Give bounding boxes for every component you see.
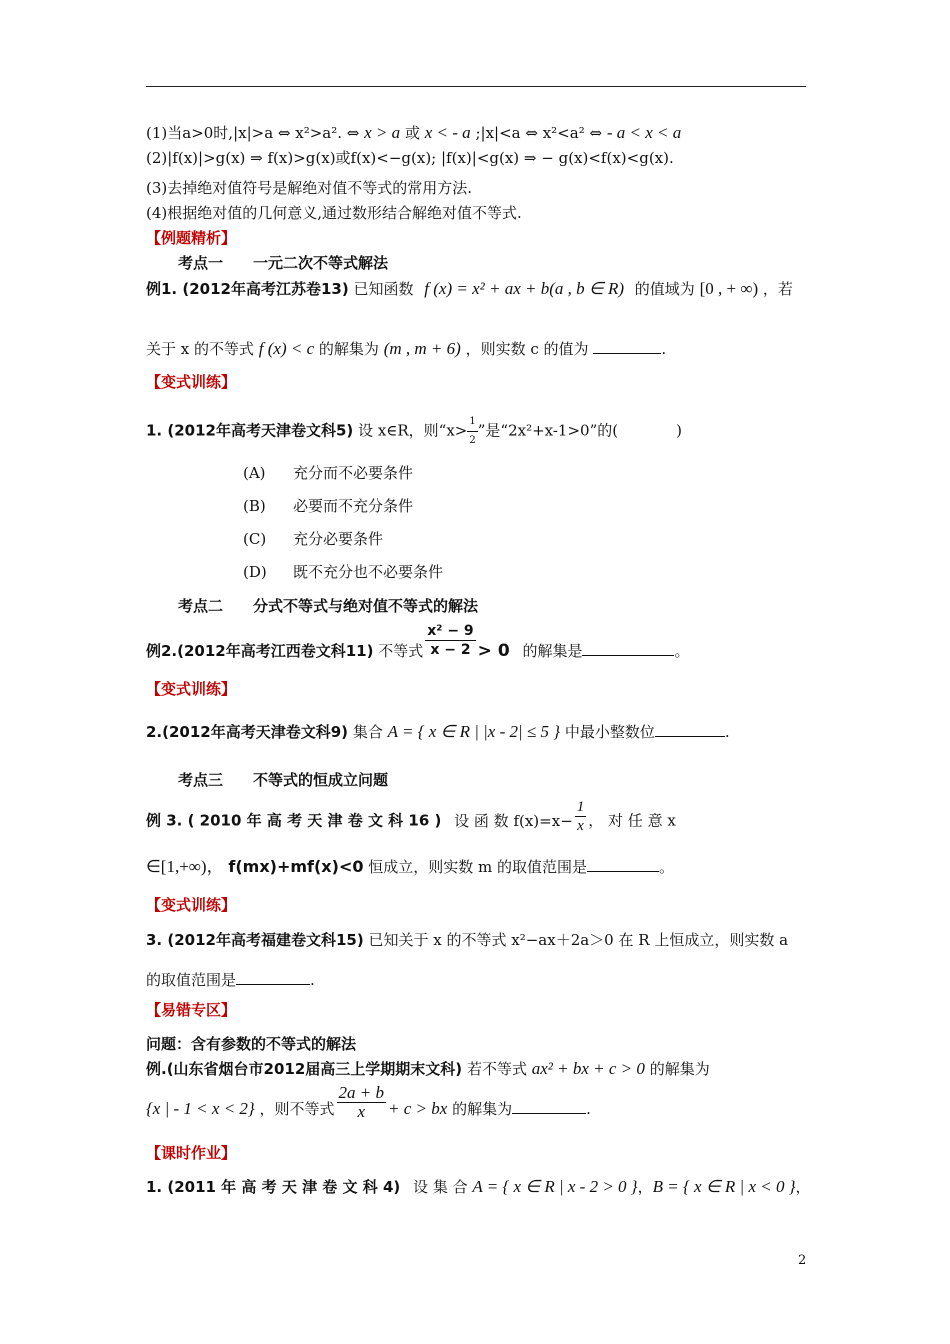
example-1-answer-blank[interactable] <box>593 338 661 354</box>
example-2-frac-num: x² − 9 <box>427 622 474 639</box>
example-1-text: 已知函数 <box>353 280 414 298</box>
homework-1-line <box>146 1177 811 1197</box>
example-3-answer-blank[interactable] <box>587 856 659 872</box>
error-example-fraction <box>337 1084 386 1121</box>
example-3-head: 例 3. ( 2010 年 高 考 天 津 卷 文 科 16 ) <box>146 811 442 830</box>
example-1-head: 例1. (2012年高考江苏卷13) <box>146 280 349 298</box>
property-line-3: (3)去掉绝对值符号是解绝对值不等式的常用方法. <box>146 179 473 197</box>
question-2-text-2: 中最小整数位 <box>564 723 655 741</box>
example-1-end: . <box>661 340 667 358</box>
question-2-text: 集合 <box>352 723 383 741</box>
question-2-set-formula: A = { x ∈ R | |x - 2| ≤ 5 } <box>387 722 561 741</box>
point-2-title: 分式不等式与绝对值不等式的解法 <box>253 597 479 615</box>
error-example-frac-den: x <box>357 1101 366 1121</box>
error-example-answer-blank[interactable] <box>512 1098 586 1114</box>
option-label: (D) <box>243 563 267 581</box>
error-example-set: {x | - 1 < x < 2} <box>146 1099 255 1118</box>
example-2-answer-blank[interactable] <box>582 640 674 656</box>
question-2-head: 2.(2012年高考天津卷文科9) <box>146 723 349 741</box>
example-2-text-2: 的解集是 <box>522 642 583 660</box>
question-1-line <box>146 413 682 450</box>
homework-1-separator: ， <box>637 1178 653 1196</box>
example-1-line-1 <box>146 279 793 299</box>
example-3-line-1 <box>146 799 676 835</box>
example-3-line2-text: 恒成立，则实数 m 的取值范围是 <box>368 858 588 876</box>
question-1-option-c[interactable] <box>243 529 383 549</box>
homework-1-head: 1. (2011 年 高 考 天 津 卷 文 科 4) <box>146 1178 401 1196</box>
point-1-label: 考点一 <box>178 254 224 272</box>
error-example-formula: ax² + bx + c > 0 <box>531 1059 645 1078</box>
example-3-text: 设 函 数 f(x)=x− <box>454 811 573 830</box>
example-1-range: [0 , + ∞) <box>699 279 759 298</box>
example-3-domain: ∈[1,+∞)， <box>146 857 224 876</box>
error-example-line-1 <box>146 1059 710 1079</box>
question-3-text: 已知关于 x 的不等式 x²−ax＋2a＞0 在 R 上恒成立，则实数 a <box>368 931 789 949</box>
question-1-close-paren: ) <box>676 421 682 440</box>
question-1-head: 1. (2012年高考天津卷文科5) <box>146 421 354 440</box>
error-example-text: 若不等式 <box>466 1060 527 1078</box>
option-text: 充分必要条件 <box>293 530 384 548</box>
example-3-frac-den: x <box>577 818 584 834</box>
point-1-title: 一元二次不等式解法 <box>253 254 389 272</box>
option-text: 必要而不充分条件 <box>293 497 414 515</box>
question-1-frac-den: 2 <box>469 435 476 446</box>
homework-1-set-b: B = { x ∈ R | x < 0 } <box>652 1177 796 1196</box>
property-line-1 <box>146 123 681 143</box>
section-error-zone: 【易错专区】 <box>146 1001 237 1019</box>
homework-1-set-a: A = { x ∈ R | x - 2 > 0 } <box>472 1177 638 1196</box>
example-2-fraction <box>425 622 475 659</box>
error-example-head: 例.(山东省烟台市2012届高三上学期期末文科) <box>146 1060 463 1078</box>
section-example-analysis: 【例题精析】 <box>146 229 237 247</box>
question-2-end: . <box>724 723 730 741</box>
example-1-text-3: ，若 <box>762 280 793 298</box>
property-1-math-a: x > a <box>364 123 401 142</box>
question-1-fraction <box>467 413 477 450</box>
question-1-option-d[interactable] <box>243 562 443 582</box>
section-homework: 【课时作业】 <box>146 1144 237 1162</box>
error-problem-heading: 问题：含有参数的不等式的解法 <box>146 1035 357 1053</box>
example-3-frac-num: 1 <box>576 799 585 815</box>
example-3-fraction <box>575 798 587 835</box>
section-variant-training-2: 【变式训练】 <box>146 680 237 698</box>
question-3-line-2 <box>146 969 315 990</box>
property-1-math-b: x < - a <box>424 123 471 142</box>
homework-1-end: ， <box>795 1178 811 1196</box>
error-example-relation: + c > bx <box>388 1099 448 1118</box>
section-variant-training-1: 【变式训练】 <box>146 373 237 391</box>
property-line-4: (4)根据绝对值的几何意义,通过数形结合解绝对值不等式. <box>146 204 522 222</box>
homework-1-text: 设 集 合 <box>413 1178 468 1196</box>
example-1-interval: (m , m + 6) <box>383 339 461 358</box>
example-2-head: 例2.(2012年高考江西卷文科11) <box>146 642 374 660</box>
example-2-relation: > 0 <box>477 641 510 661</box>
section-variant-training-3: 【变式训练】 <box>146 896 237 914</box>
error-example-text-3: ，则不等式 <box>259 1100 335 1118</box>
example-3-end: 。 <box>659 858 675 876</box>
point-2-heading <box>178 596 478 616</box>
point-3-label: 考点三 <box>178 771 224 789</box>
error-example-text-2: 的解集为 <box>649 1060 710 1078</box>
example-2-frac-den: x − 2 <box>430 641 471 658</box>
example-1-line2-text-c: ，则实数 c 的值为 <box>465 340 589 358</box>
example-1-text-2: 的值域为 <box>634 280 695 298</box>
header-rule <box>146 86 806 87</box>
page-number: 2 <box>798 1253 807 1268</box>
question-3-answer-blank[interactable] <box>236 969 310 985</box>
question-1-frac-num: 1 <box>467 413 477 432</box>
example-1-line2-text: 关于 x 的不等式 <box>146 340 254 358</box>
point-3-heading <box>178 770 388 790</box>
point-3-title: 不等式的恒成立问题 <box>253 771 389 789</box>
option-label: (C) <box>243 530 267 548</box>
property-1-text: (1)当a>0时,|x|>a ⇔ x²>a². ⇔ <box>146 124 360 142</box>
option-text: 充分而不必要条件 <box>293 464 414 482</box>
example-3-text-2: ， 对 任 意 x <box>588 811 676 830</box>
error-example-line-2 <box>146 1082 591 1121</box>
question-3-line-1 <box>146 930 788 950</box>
example-3-formula: f(mx)+mf(x)<0 <box>228 857 364 876</box>
example-2-line <box>146 622 690 661</box>
question-3-head: 3. (2012年高考福建卷文科15) <box>146 931 364 949</box>
property-1-text-b: ;|x|<a ⇔ x²<a² ⇔ <box>475 124 603 142</box>
property-line-2: (2)|f(x)|>g(x) ⇒ f(x)>g(x)或f(x)<−g(x); |f(x)|<g(x) ⇒ − g(x)<f(x)<g(x). <box>146 149 674 167</box>
property-1-or: 或 <box>404 124 420 142</box>
example-1-line2-text-b: 的解集为 <box>318 340 379 358</box>
example-1-inequality: f (x) < c <box>258 339 315 358</box>
example-1-line-2 <box>146 338 666 359</box>
property-1-math-c: - a < x < a <box>606 123 682 142</box>
point-1-heading <box>178 253 388 273</box>
option-label: (B) <box>243 497 266 515</box>
error-example-end: . <box>586 1100 591 1118</box>
error-example-text-4: 的解集为 <box>452 1100 513 1118</box>
example-1-formula: f (x) = x² + ax + b(a , b ∈ R) <box>424 279 624 298</box>
point-2-label: 考点二 <box>178 597 224 615</box>
question-1-text: 设 x∈R，则“x> <box>358 421 468 440</box>
question-3-line2-text: 的取值范围是 <box>146 971 237 989</box>
question-1-option-b[interactable] <box>243 496 413 516</box>
question-3-end: . <box>310 971 315 989</box>
example-2-text: 不等式 <box>378 642 424 660</box>
question-2-answer-blank[interactable] <box>655 721 725 737</box>
error-example-frac-num: 2a + b <box>338 1082 384 1102</box>
example-2-end: 。 <box>674 642 690 660</box>
example-3-line-2 <box>146 856 674 877</box>
question-2-line <box>146 721 730 742</box>
question-1-option-a[interactable] <box>243 463 413 483</box>
option-label: (A) <box>243 464 266 482</box>
option-text: 既不充分也不必要条件 <box>293 563 444 581</box>
question-1-text-2: ”是“2x²+x-1>0”的( <box>477 421 619 440</box>
